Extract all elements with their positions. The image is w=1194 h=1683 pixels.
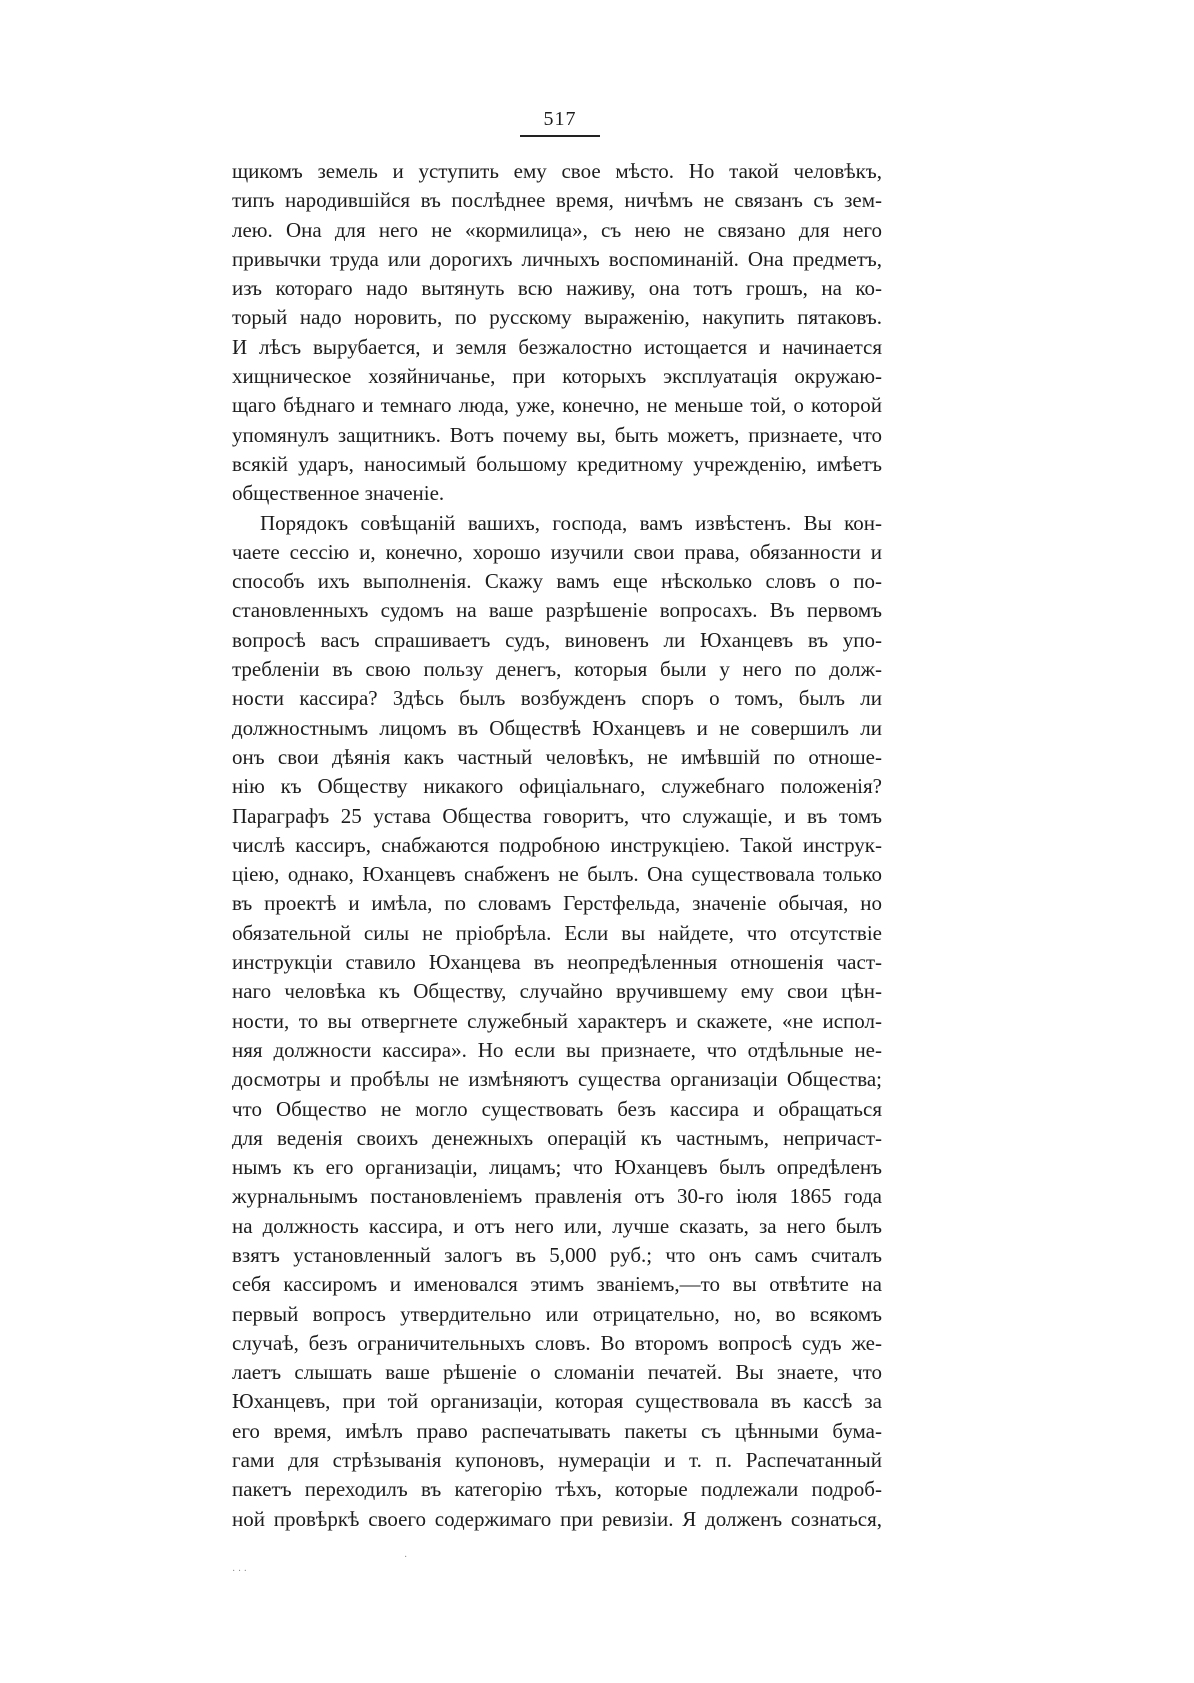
text-line: нымъ къ его организаціи, лицамъ; что Юханцевъ былъ опредѣленъ xyxy=(232,1155,882,1180)
text-line: должностнымъ лицомъ въ Обществѣ Юханцевъ и не совершилъ ли xyxy=(232,715,882,740)
text-line: обязательной силы не пріобрѣла. Если вы найдете, что отсутствіе xyxy=(232,920,882,945)
text-line: щикомъ земель и уступить ему свое мѣсто. Но такой человѣкъ, xyxy=(232,159,882,183)
text-line: онъ свои дѣянія какъ частный человѣкъ, не имѣвшій по отноше- xyxy=(232,744,882,769)
paper-speck: · xyxy=(404,1552,408,1563)
text-line: требленіи въ свою пользу денегъ, которыя были у него по долж- xyxy=(232,657,882,682)
text-line: всякій ударъ, наносимый большому кредитному учрежденію, имѣетъ xyxy=(232,451,882,476)
text-line: числѣ кассиръ, снабжаются подробною инструкціею. Такой инструк- xyxy=(232,832,882,857)
text-line: изъ котораго надо вытянуть всю наживу, она тотъ грошъ, на ко- xyxy=(232,276,882,301)
text-line: привычки труда или дорогихъ личныхъ воспоминаній. Она предметъ, xyxy=(232,246,882,271)
text-line: досмотры и пробѣлы не измѣняютъ существа организаціи Общества; xyxy=(232,1067,882,1092)
text-line: что Общество не могло существовать безъ кассира и обращаться xyxy=(232,1096,882,1121)
text-line: инструкціи ставило Юханцева въ неопредѣленныя отношенія част- xyxy=(232,950,882,975)
text-line: торый надо норовить, по русскому выраженію, накупить пятаковъ. xyxy=(232,305,882,330)
text-line: становленныхъ судомъ на ваше разрѣшеніе вопросахъ. Въ первомъ xyxy=(232,598,882,623)
text-line: наго человѣка къ Обществу, случайно вручившему ему свои цѣн- xyxy=(232,979,882,1004)
text-line: лею. Она для него не «кормилица», съ нею не связано для него xyxy=(232,217,882,242)
text-line: ности, то вы отвергнете служебный характеръ и скажете, «не испол- xyxy=(232,1008,882,1033)
text-line: журнальнымъ постановленіемъ правленія отъ 30-го іюля 1865 года xyxy=(232,1184,882,1209)
text-line: И лѣсъ вырубается, и земля безжалостно истощается и начинается xyxy=(232,334,882,359)
text-line: ной провѣркѣ своего содержимаго при ревизіи. Я долженъ сознаться, xyxy=(232,1506,882,1531)
page-header xyxy=(520,108,600,137)
text-line: типъ народившійся въ послѣднее время, ничѣмъ не связанъ съ зем- xyxy=(232,188,882,213)
text-line: пакетъ переходилъ въ категорію тѣхъ, которые подлежали подроб- xyxy=(232,1477,882,1502)
text-line: общественное значеніе. xyxy=(232,481,445,506)
header-rule xyxy=(520,135,600,137)
text-line: на должность кассира, и отъ него или, лучше сказать, за него былъ xyxy=(232,1213,882,1238)
body-text xyxy=(232,157,882,1534)
text-line: себя кассиромъ и именовался этимъ званіемъ,—то вы отвѣтите на xyxy=(232,1272,882,1297)
text-line: ности кассира? Здѣсь былъ возбужденъ споръ о томъ, былъ ли xyxy=(232,686,882,711)
page-number: 517 xyxy=(543,108,577,130)
text-line: нію къ Обществу никакого офиціальнаго, служебнаго положенія? xyxy=(232,774,882,799)
text-line: чаете сессію и, конечно, хорошо изучили свои права, обязанности и xyxy=(232,539,882,564)
text-line: способъ ихъ выполненія. Скажу вамъ еще нѣсколько словъ о по- xyxy=(232,569,882,594)
text-line: гами для стрѣзыванія купоновъ, нумераціи и т. п. Распечатанный xyxy=(232,1448,882,1473)
text-line: первый вопросъ утвердительно или отрицательно, но, во всякомъ xyxy=(232,1301,882,1326)
text-line: Юханцевъ, при той организаціи, которая существовала въ кассѣ за xyxy=(232,1389,882,1414)
text-line: Параграфъ 25 устава Общества говоритъ, что служащіе, и въ томъ xyxy=(232,803,882,828)
text-line: щаго бѣднаго и темнаго люда, уже, конечно, не меньше той, о которой xyxy=(232,393,882,418)
text-line: взятъ установленный залогъ въ 5,000 руб.; что онъ самъ считалъ xyxy=(232,1242,882,1267)
text-line: хищническое хозяйничанье, при которыхъ эксплуатація окружаю- xyxy=(232,364,882,389)
text-line: упомянулъ защитникъ. Вотъ почему вы, быть можетъ, признаете, что xyxy=(232,422,882,447)
text-line: случаѣ, безъ ограничительныхъ словъ. Во второмъ вопросѣ судъ же- xyxy=(232,1330,882,1355)
text-line: ціею, однако, Юханцевъ снабженъ не былъ. Она существовала только xyxy=(232,862,882,887)
text-line: въ проектѣ и имѣла, по словамъ Герстфельда, значеніе обычая, но xyxy=(232,891,882,916)
text-line: няя должности кассира». Но если вы признаете, что отдѣльные не- xyxy=(232,1037,882,1062)
text-line: для веденія своихъ денежныхъ операцій къ частнымъ, непричаст- xyxy=(232,1125,882,1150)
text-line: лаетъ слышать ваше рѣшеніе о сломаніи печатей. Вы знаете, что xyxy=(232,1360,882,1385)
text-line: вопросѣ васъ спрашиваетъ судъ, виновенъ ли Юханцевъ въ упо- xyxy=(232,627,882,652)
text-line: его время, имѣлъ право распечатывать пакеты съ цѣнными бума- xyxy=(232,1418,882,1443)
paragraph-start-line: Порядокъ совѣщаній вашихъ, господа, вамъ извѣстенъ. Вы кон- xyxy=(260,510,882,535)
paper-speck: · · · xyxy=(232,1566,247,1577)
